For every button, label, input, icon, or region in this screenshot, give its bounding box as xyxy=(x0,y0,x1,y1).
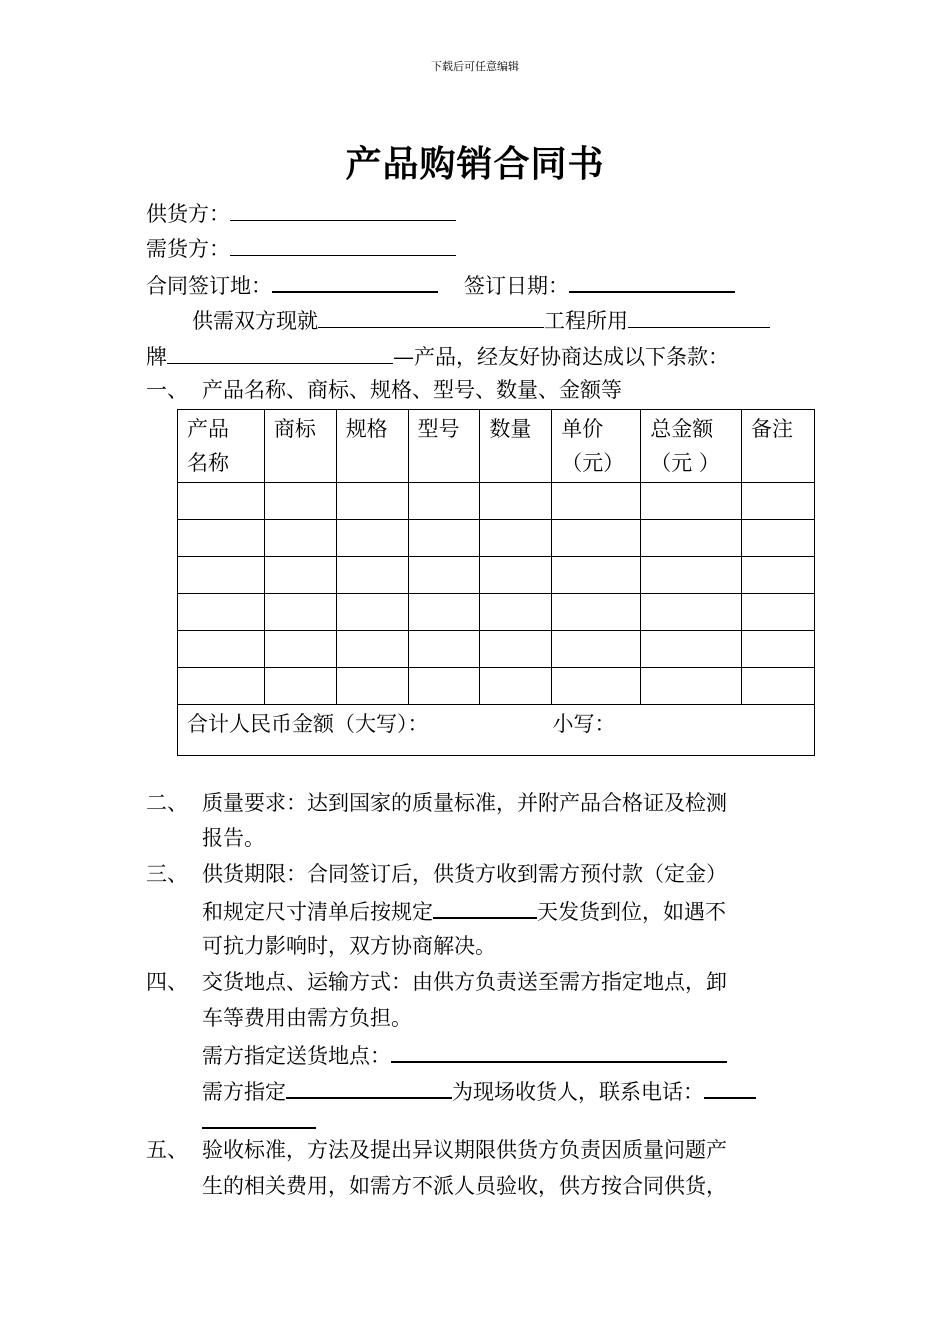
buyer-line xyxy=(146,233,456,264)
delivery-location-blank[interactable] xyxy=(391,1039,727,1063)
table-cell[interactable] xyxy=(552,631,641,668)
table-cell[interactable] xyxy=(552,557,641,594)
table-cell[interactable] xyxy=(408,483,480,520)
section-4-line-5 xyxy=(202,1105,316,1137)
table-cell[interactable] xyxy=(742,594,815,631)
table-row xyxy=(178,668,815,705)
table-cell[interactable] xyxy=(641,631,742,668)
section-4-line-4 xyxy=(202,1075,756,1107)
intro-line-1 xyxy=(192,305,770,336)
table-cell[interactable] xyxy=(178,483,265,520)
table-cell[interactable] xyxy=(641,483,742,520)
small-amount-label: 小写： xyxy=(552,712,616,736)
total-cell[interactable] xyxy=(178,705,815,756)
table-cell[interactable] xyxy=(178,520,265,557)
brand-blank-1[interactable] xyxy=(628,305,770,328)
section-3-text-3: 可抗力影响时，双方协商解决。 xyxy=(202,934,496,958)
table-cell[interactable] xyxy=(742,520,815,557)
table-cell[interactable] xyxy=(641,594,742,631)
supplier-label: 供货方： xyxy=(146,202,230,226)
section-4-text-2: 车等费用由需方负担。 xyxy=(202,1006,412,1030)
section-2-text-1: 质量要求：达到国家的质量标准，并附产品合格证及检测 xyxy=(202,791,727,815)
phone-blank-1[interactable] xyxy=(704,1075,756,1099)
section-4-line-3 xyxy=(202,1039,727,1071)
table-cell[interactable] xyxy=(408,557,480,594)
section-5-line-1 xyxy=(146,1135,727,1165)
header-spec: 规格 xyxy=(336,410,408,483)
table-cell[interactable] xyxy=(480,668,552,705)
section-4-number: 四、 xyxy=(146,970,188,994)
table-cell[interactable] xyxy=(552,520,641,557)
sign-date-label: 签订日期： xyxy=(464,274,569,298)
section-5-number: 五、 xyxy=(146,1138,188,1162)
section-2-line-1 xyxy=(146,788,727,818)
section-3-text-2a: 和规定尺寸清单后按规定 xyxy=(202,900,433,924)
table-cell[interactable] xyxy=(264,520,336,557)
project-blank[interactable] xyxy=(318,305,544,328)
section-4-text-1: 交货地点、运输方式：由供方负责送至需方指定地点，卸 xyxy=(202,970,727,994)
table-cell[interactable] xyxy=(480,557,552,594)
table-cell[interactable] xyxy=(178,631,265,668)
intro-line-2 xyxy=(146,341,729,372)
table-cell[interactable] xyxy=(178,668,265,705)
supplier-blank[interactable] xyxy=(230,198,456,221)
sign-line xyxy=(146,269,735,301)
table-cell[interactable] xyxy=(178,557,265,594)
table-header-row xyxy=(178,410,815,483)
intro-text-2a: 牌 xyxy=(146,345,167,369)
table-cell[interactable] xyxy=(641,668,742,705)
phone-blank-2[interactable] xyxy=(202,1105,316,1129)
section-3-line-2 xyxy=(202,895,726,927)
delivery-days-blank[interactable] xyxy=(433,895,537,919)
table-cell[interactable] xyxy=(480,594,552,631)
table-cell[interactable] xyxy=(408,594,480,631)
buyer-blank[interactable] xyxy=(230,233,456,256)
table-row xyxy=(178,594,815,631)
buyer-label: 需货方： xyxy=(146,237,230,261)
table-row xyxy=(178,631,815,668)
table-row xyxy=(178,483,815,520)
table-cell[interactable] xyxy=(641,557,742,594)
total-amount-label: 合计人民币金额（大写）： xyxy=(187,712,429,736)
header-total-amount: 总金额 （元 ） xyxy=(641,410,742,483)
table-cell[interactable] xyxy=(408,668,480,705)
table-cell[interactable] xyxy=(552,668,641,705)
intro-text-1a: 供需双方现就 xyxy=(192,309,318,333)
section-3-number: 三、 xyxy=(146,862,188,886)
section-3-text-1: 供货期限：合同签订后，供货方收到需方预付款（定金） xyxy=(202,862,727,886)
supplier-line xyxy=(146,198,456,229)
table-cell[interactable] xyxy=(552,483,641,520)
table-row xyxy=(178,557,815,594)
table-cell[interactable] xyxy=(264,594,336,631)
section-4-text-4b: 为现场收货人，联系电话： xyxy=(452,1080,704,1104)
sign-date-blank[interactable] xyxy=(569,269,735,293)
document-title: 产品购销合同书 xyxy=(345,143,605,185)
header-brand: 商标 xyxy=(264,410,336,483)
table-cell[interactable] xyxy=(336,483,408,520)
table-cell[interactable] xyxy=(408,631,480,668)
header-product-name: 产品 名称 xyxy=(178,410,265,483)
table-cell[interactable] xyxy=(336,631,408,668)
brand-blank-2[interactable] xyxy=(167,341,393,364)
receiver-blank[interactable] xyxy=(286,1075,452,1099)
table-cell[interactable] xyxy=(480,631,552,668)
section-5-text-2: 生的相关费用，如需方不派人员验收，供方按合同供货， xyxy=(202,1174,727,1198)
table-cell[interactable] xyxy=(408,520,480,557)
table-total-row xyxy=(178,705,815,756)
table-cell[interactable] xyxy=(336,557,408,594)
table-cell[interactable] xyxy=(552,594,641,631)
section-2-text-2: 报告。 xyxy=(202,826,265,850)
header-unit-price: 单价 （元） xyxy=(552,410,641,483)
section-5-text-1: 验收标准，方法及提出异议期限供货方负责因质量问题产 xyxy=(202,1138,727,1162)
table-cell[interactable] xyxy=(336,520,408,557)
section-3-line-1 xyxy=(146,859,727,889)
section-4-line-1 xyxy=(146,967,727,997)
intro-text-2b: —产品，经友好协商达成以下条款： xyxy=(393,345,729,369)
table-cell[interactable] xyxy=(264,631,336,668)
section-1-number: 一、 xyxy=(146,378,188,402)
sign-place-blank[interactable] xyxy=(272,269,438,293)
table-cell[interactable] xyxy=(742,483,815,520)
table-cell[interactable] xyxy=(336,594,408,631)
section-4-text-4a: 需方指定 xyxy=(202,1080,286,1104)
sign-place-label: 合同签订地： xyxy=(146,274,272,298)
intro-text-1b: 工程所用 xyxy=(544,309,628,333)
header-note: 下载后可任意编辑 xyxy=(431,60,519,73)
table-cell[interactable] xyxy=(742,631,815,668)
header-quantity: 数量 xyxy=(480,410,552,483)
section-2-number: 二、 xyxy=(146,791,188,815)
table-cell[interactable] xyxy=(336,668,408,705)
table-cell[interactable] xyxy=(480,483,552,520)
header-remarks: 备注 xyxy=(742,410,815,483)
table-cell[interactable] xyxy=(641,520,742,557)
section-1-heading xyxy=(146,375,622,405)
table-cell[interactable] xyxy=(264,557,336,594)
section-4-text-3: 需方指定送货地点： xyxy=(202,1044,391,1068)
table-cell[interactable] xyxy=(178,594,265,631)
header-model: 型号 xyxy=(408,410,480,483)
table-row xyxy=(178,520,815,557)
product-table xyxy=(177,409,815,756)
table-cell[interactable] xyxy=(480,520,552,557)
table-cell[interactable] xyxy=(742,668,815,705)
section-3-text-2b: 天发货到位，如遇不 xyxy=(537,900,726,924)
table-cell[interactable] xyxy=(264,483,336,520)
section-1-text: 产品名称、商标、规格、型号、数量、金额等 xyxy=(202,378,622,402)
table-cell[interactable] xyxy=(264,668,336,705)
table-cell[interactable] xyxy=(742,557,815,594)
